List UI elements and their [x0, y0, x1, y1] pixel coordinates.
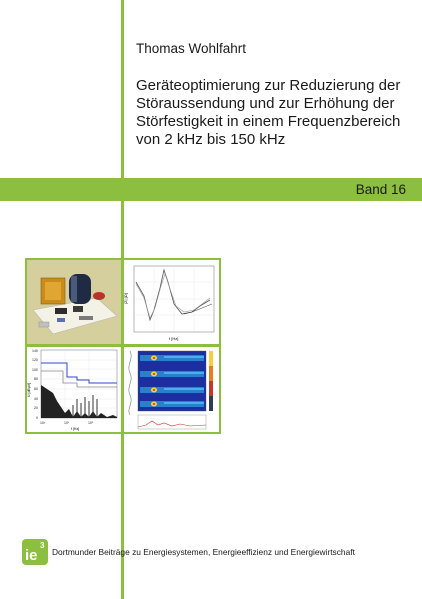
emission-plot-svg — [27, 347, 121, 432]
spectrogram-plot — [124, 347, 219, 432]
circuit-board-illustration — [27, 260, 121, 344]
emission-xlabel: f [Hz] — [71, 427, 80, 431]
logo-superscript: 3 — [40, 541, 45, 550]
impedance-plot-svg — [124, 260, 219, 344]
y-tick-80: 80 — [34, 377, 38, 381]
ie3-logo-icon — [22, 535, 48, 565]
logo-text: ie — [25, 547, 38, 564]
y-tick-0: 0 — [36, 416, 38, 420]
image-grid — [25, 258, 221, 434]
ie3-logo — [22, 535, 48, 565]
author-name: Thomas Wohlfahrt — [136, 41, 247, 56]
impedance-plot — [124, 260, 219, 344]
impedance-xlabel: f [Hz] — [169, 336, 179, 341]
book-title: Geräteoptimierung zur Reduzierung der Störaussendung und zur Erhöhung der Störfestigkeit in einem Frequenzbereich von 2 kHz bis 150 kHz — [136, 77, 401, 148]
y-tick-120: 120 — [32, 358, 38, 362]
y-tick-20: 20 — [34, 406, 38, 410]
emission-xticks — [40, 421, 94, 425]
band-number: Band 16 — [355, 182, 406, 197]
series-title: Dortmunder Beiträge zu Energiesystemen, Energieeffizienz und Energiewirtschaft — [52, 547, 355, 557]
x-tick-1e4: 10⁴ — [64, 421, 70, 425]
circuit-board-photo — [27, 260, 121, 344]
spectrogram-svg — [124, 347, 219, 432]
y-tick-100: 100 — [32, 368, 38, 372]
y-tick-60: 60 — [34, 387, 38, 391]
x-tick-1e5: 10⁵ — [88, 421, 94, 425]
impedance-ylabel: |Z| [Ω] — [123, 293, 128, 304]
emission-ylabel: U [dBµV] — [27, 382, 31, 397]
x-tick-1e3: 10³ — [40, 421, 46, 425]
emission-plot — [27, 347, 121, 432]
emission-yticks — [32, 349, 38, 420]
y-tick-40: 40 — [34, 397, 38, 401]
y-tick-140: 140 — [32, 349, 38, 353]
